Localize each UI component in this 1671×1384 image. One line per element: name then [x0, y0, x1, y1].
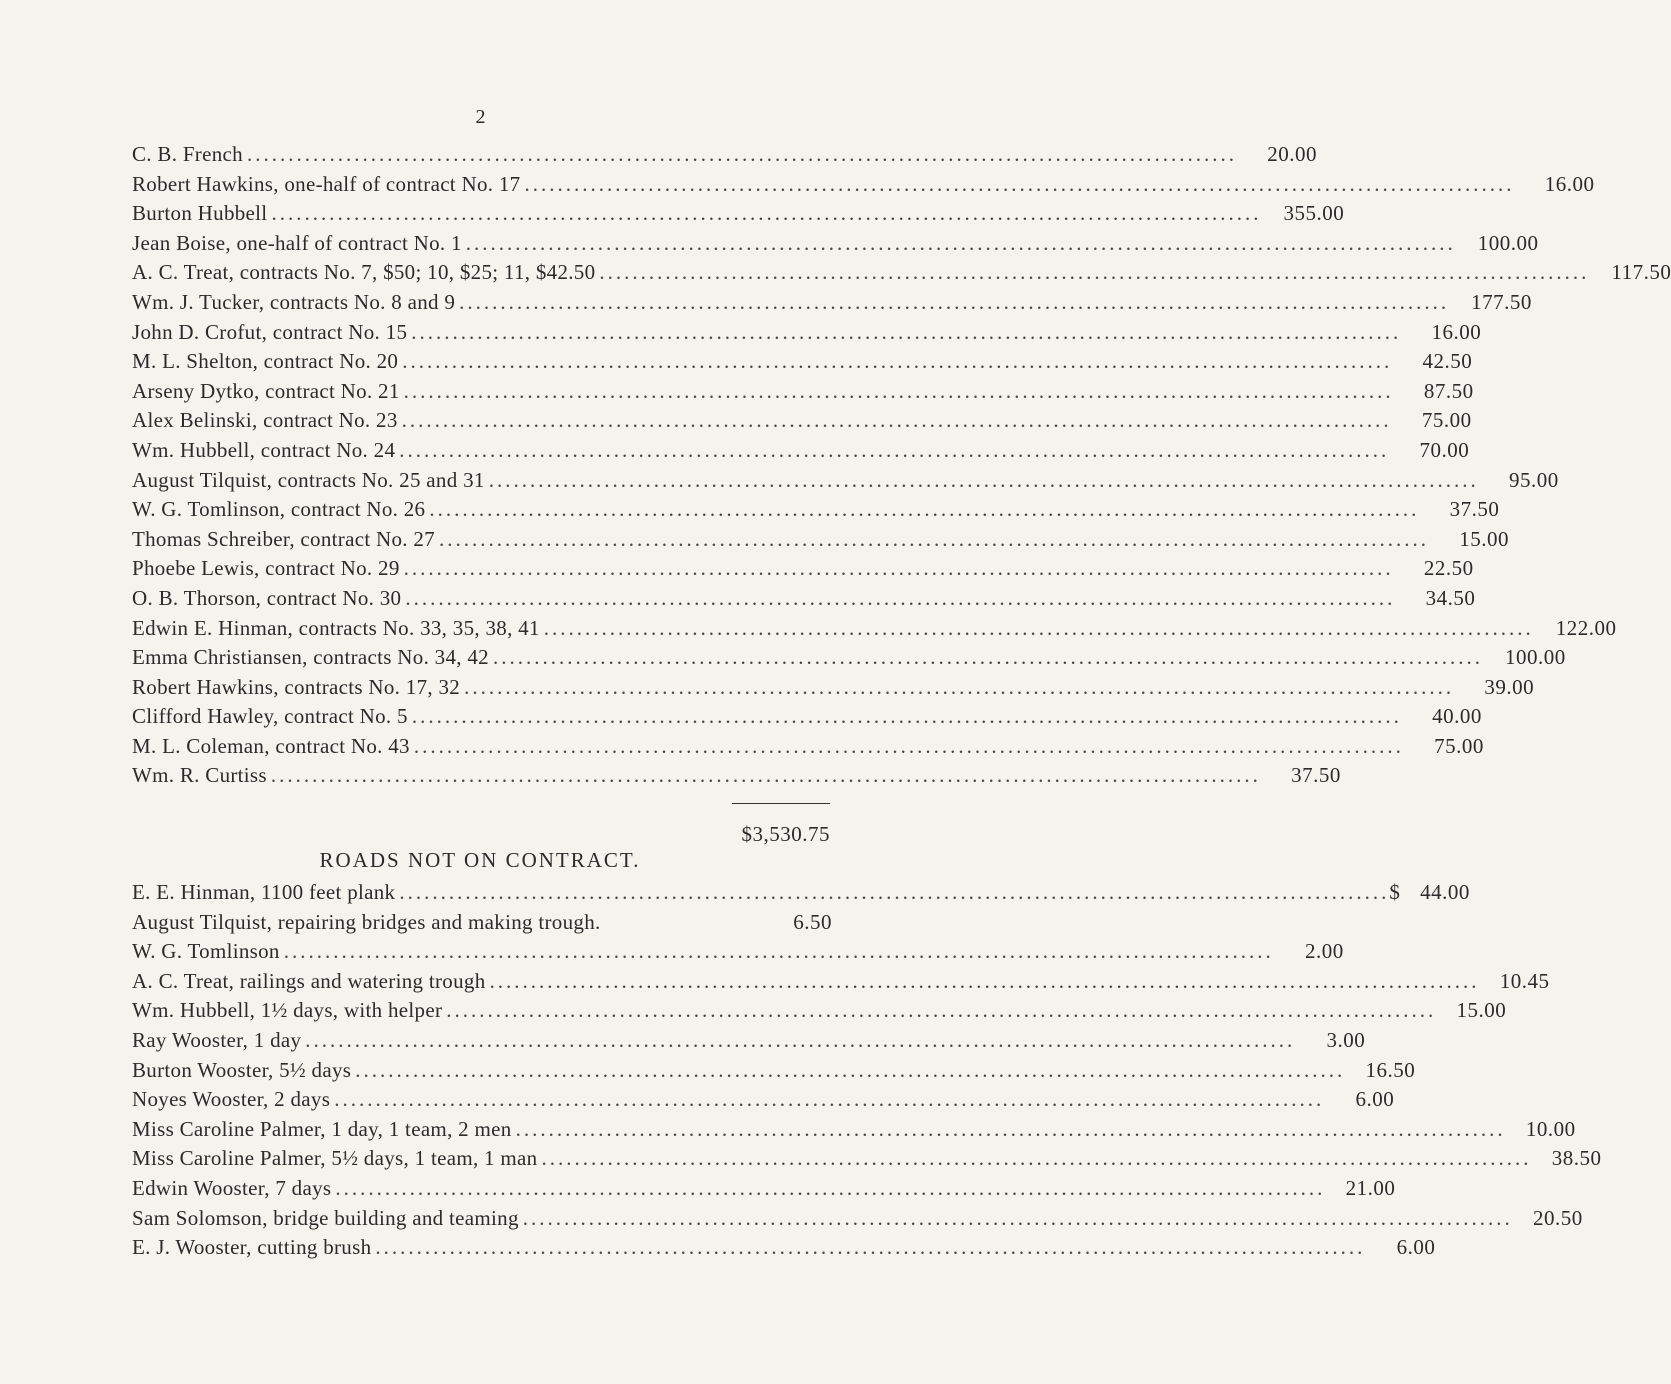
entry-amount: 95.00 — [1508, 467, 1559, 492]
ledger-row — [132, 1115, 1576, 1145]
ledger-row — [132, 908, 832, 938]
dot-leader: ........................................................................................................................ — [399, 437, 1390, 462]
roads-payments-list — [132, 878, 1602, 1263]
dot-leader: ........................................................................................................................ — [335, 1175, 1326, 1200]
entry-description: Alex Belinski, contract No. 23 — [132, 408, 398, 433]
entry-description: August Tilquist, contracts No. 25 and 31 — [132, 467, 485, 492]
entry-description: Thomas Schreiber, contract No. 27 — [132, 526, 435, 551]
dot-leader: ........................................................................................................................ — [283, 939, 1274, 964]
ledger-row — [132, 937, 1344, 967]
ledger-row — [132, 140, 1317, 170]
entry-description: E. E. Hinman, 1100 feet plank — [132, 880, 396, 904]
ledger-row — [132, 466, 1559, 496]
entry-amount: 40.00 — [1432, 704, 1482, 729]
contract-total: $3,530.75 — [741, 822, 830, 846]
entry-description: Clifford Hawley, contract No. 5 — [132, 704, 408, 729]
entry-amount: 15.00 — [1459, 526, 1509, 551]
entry-description: Edwin Wooster, 7 days — [132, 1175, 332, 1200]
dot-leader: ........................................................................................................................ — [401, 408, 1392, 433]
dot-leader: ........................................................................................................................ — [446, 998, 1437, 1023]
dot-leader: ........................................................................................................................ — [522, 1205, 1513, 1230]
entry-amount: 70.00 — [1419, 437, 1470, 462]
dot-leader: ........................................................................................................................ — [305, 1027, 1296, 1052]
ledger-row — [132, 643, 1566, 673]
ledger-row — [132, 761, 1341, 791]
dot-leader: ........................................................................................................................ — [489, 968, 1480, 993]
entry-description: Wm. R. Curtiss — [132, 763, 267, 788]
ledger-row — [132, 996, 1507, 1026]
ledger-row — [132, 614, 1617, 644]
entry-amount: 16.00 — [1431, 319, 1482, 344]
entry-description: Wm. Hubbell, 1½ days, with helper — [132, 998, 443, 1023]
ledger-row — [132, 1056, 1416, 1086]
entry-amount: 3.00 — [1326, 1027, 1366, 1052]
dot-leader: ........................................................................................................................ — [488, 467, 1479, 492]
entry-description: A. C. Treat, contracts No. 7, $50; 10, $25; 11, $42.50 — [132, 260, 596, 285]
entry-amount: 20.00 — [1267, 142, 1317, 166]
entry-amount: 177.50 — [1471, 289, 1532, 314]
dot-leader: ........................................................................................................................ — [270, 763, 1261, 788]
entry-description: A. C. Treat, railings and watering trough — [132, 968, 486, 993]
entry-amount: 21.00 — [1345, 1175, 1396, 1200]
entry-amount: 15.00 — [1456, 998, 1507, 1023]
dot-leader: ........................................................................................................................ — [459, 289, 1450, 314]
entry-amount: 75.00 — [1434, 733, 1484, 758]
entry-description: Arseny Dytko, contract No. 21 — [132, 378, 400, 403]
ledger-row — [132, 288, 1532, 318]
entry-description: Miss Caroline Palmer, 5½ days, 1 team, 1 man — [132, 1146, 538, 1171]
ledger-row — [132, 318, 1482, 348]
dot-leader: ........................................................................................................................ — [541, 1146, 1532, 1171]
entry-amount: 100.00 — [1504, 645, 1566, 670]
entry-amount: 6.50 — [793, 909, 832, 934]
ledger-row — [132, 170, 1595, 200]
ledger-row — [132, 967, 1550, 997]
entry-amount: 6.00 — [1355, 1087, 1395, 1112]
entry-amount: 122.00 — [1555, 615, 1617, 640]
section-heading-roads: ROADS NOT ON CONTRACT. — [319, 848, 641, 872]
ledger-row — [132, 702, 1482, 732]
entry-amount: 117.50 — [1611, 260, 1671, 285]
ledger-row — [132, 495, 1500, 525]
entry-description: Robert Hawkins, contracts No. 17, 32 — [132, 674, 461, 699]
ledger-row — [132, 584, 1476, 614]
dot-leader: ........................................................................................................................ — [375, 1235, 1366, 1260]
ledger-row — [132, 436, 1470, 466]
entry-description: Miss Caroline Palmer, 1 day, 1 team, 2 men — [132, 1116, 512, 1141]
ledger-row — [132, 1174, 1396, 1204]
entry-amount: 100.00 — [1477, 230, 1539, 255]
entry-amount: 16.50 — [1365, 1057, 1416, 1082]
dollar-sign: $ — [1389, 880, 1400, 904]
entry-amount: 20.50 — [1533, 1205, 1583, 1230]
entry-amount: 355.00 — [1283, 201, 1345, 226]
ledger-row — [132, 258, 1671, 288]
ledger-row — [132, 377, 1474, 407]
entry-description: Phoebe Lewis, contract No. 29 — [132, 556, 400, 581]
entry-description: Ray Wooster, 1 day — [132, 1027, 302, 1052]
entry-amount: 6.00 — [1396, 1235, 1436, 1260]
entry-description: Burton Wooster, 5½ days — [132, 1057, 352, 1082]
entry-description: John D. Crofut, contract No. 15 — [132, 319, 408, 344]
dot-leader: ........................................................................................................................ — [429, 497, 1420, 522]
entry-description: Noyes Wooster, 2 days — [132, 1087, 331, 1112]
ledger-row — [132, 878, 1470, 908]
entry-description: Sam Solomson, bridge building and teaming — [132, 1205, 519, 1230]
entry-amount: 10.00 — [1525, 1116, 1576, 1141]
dot-leader: ........................................................................................................................ — [402, 349, 1393, 374]
dot-leader: ........................................................................................................................ — [543, 615, 1534, 640]
entry-description: M. L. Coleman, contract No. 43 — [132, 733, 410, 758]
total-rule — [732, 803, 830, 804]
ledger-row — [132, 1233, 1436, 1263]
dot-leader: ........................................................................................................................ — [464, 674, 1455, 699]
dot-leader: ........................................................................................................................ — [355, 1057, 1346, 1082]
dot-leader: ........................................................................................................................ — [405, 585, 1396, 610]
entry-description: Edwin E. Hinman, contracts No. 33, 35, 38, 41 — [132, 615, 540, 640]
entry-description: Wm. Hubbell, contract No. 24 — [132, 437, 396, 462]
entry-description: Burton Hubbell — [132, 201, 268, 226]
entry-description: Jean Boise, one-half of contract No. 1 — [132, 230, 462, 255]
entry-description: Emma Christiansen, contracts No. 34, 42 — [132, 645, 489, 670]
contract-payments-list — [132, 140, 1671, 791]
entry-amount: 16.00 — [1544, 171, 1595, 196]
dot-leader: ........................................................................................................................ — [403, 378, 1394, 403]
dot-leader: ........................................................................................................................ — [399, 880, 1390, 904]
entry-amount: 10.45 — [1499, 968, 1550, 993]
entry-amount: 75.00 — [1421, 408, 1472, 433]
ledger-row — [132, 673, 1535, 703]
entry-amount: 2.00 — [1304, 939, 1344, 964]
entry-description: Robert Hawkins, one-half of contract No. 17 — [132, 171, 521, 196]
ledger-row — [132, 1144, 1602, 1174]
page-number: 2 — [475, 106, 487, 128]
entry-amount: 39.00 — [1484, 674, 1535, 699]
entry-amount: 34.50 — [1425, 585, 1476, 610]
dot-leader: ........................................................................................................................ — [438, 526, 1429, 551]
ledger-row — [132, 732, 1484, 762]
dot-leader: ........................................................................................................................ — [403, 556, 1394, 581]
dot-leader: ........................................................................................................................ — [524, 171, 1515, 196]
dot-leader: ........................................................................................................................ — [492, 645, 1483, 670]
entry-description: E. J. Wooster, cutting brush — [132, 1235, 372, 1260]
entry-amount: 38.50 — [1551, 1146, 1602, 1171]
ledger-row — [132, 229, 1539, 259]
ledger-row — [132, 406, 1472, 436]
entry-description: M. L. Shelton, contract No. 20 — [132, 349, 399, 374]
ledger-row — [132, 347, 1473, 377]
entry-amount: 42.50 — [1422, 349, 1473, 374]
entry-amount: 87.50 — [1423, 378, 1474, 403]
dot-leader: ........................................................................................................................ — [334, 1087, 1325, 1112]
dot-leader: ........................................................................................................................ — [413, 733, 1404, 758]
entry-amount: 37.50 — [1449, 497, 1500, 522]
dot-leader: ........................................................................................................................ — [246, 142, 1237, 166]
ledger-row — [132, 1026, 1366, 1056]
entry-amount: 22.50 — [1423, 556, 1474, 581]
ledger-row — [132, 525, 1509, 555]
dot-leader: ........................................................................................................................ — [271, 201, 1262, 226]
entry-description: W. G. Tomlinson — [132, 939, 280, 964]
ledger-row — [132, 1085, 1395, 1115]
ledger-row — [132, 1204, 1583, 1234]
ledger-row — [132, 199, 1345, 229]
ledger-row — [132, 554, 1474, 584]
entry-amount: 37.50 — [1291, 763, 1341, 788]
entry-description: W. G. Tomlinson, contract No. 26 — [132, 497, 426, 522]
dot-leader: ........................................................................................................................ — [515, 1116, 1506, 1141]
entry-description: Wm. J. Tucker, contracts No. 8 and 9 — [132, 289, 456, 314]
dot-leader: ........................................................................................................................ — [465, 230, 1456, 255]
entry-description: C. B. French — [132, 142, 243, 166]
dot-leader: ........................................................................................................................ — [411, 319, 1402, 344]
entry-description: O. B. Thorson, contract No. 30 — [132, 585, 402, 610]
entry-amount: 44.00 — [1420, 880, 1470, 904]
dot-leader: ........................................................................................................................ — [411, 704, 1402, 729]
dot-leader: ........................................................................................................................ — [599, 260, 1590, 285]
entry-description: August Tilquist, repairing bridges and making trough. — [132, 909, 601, 934]
